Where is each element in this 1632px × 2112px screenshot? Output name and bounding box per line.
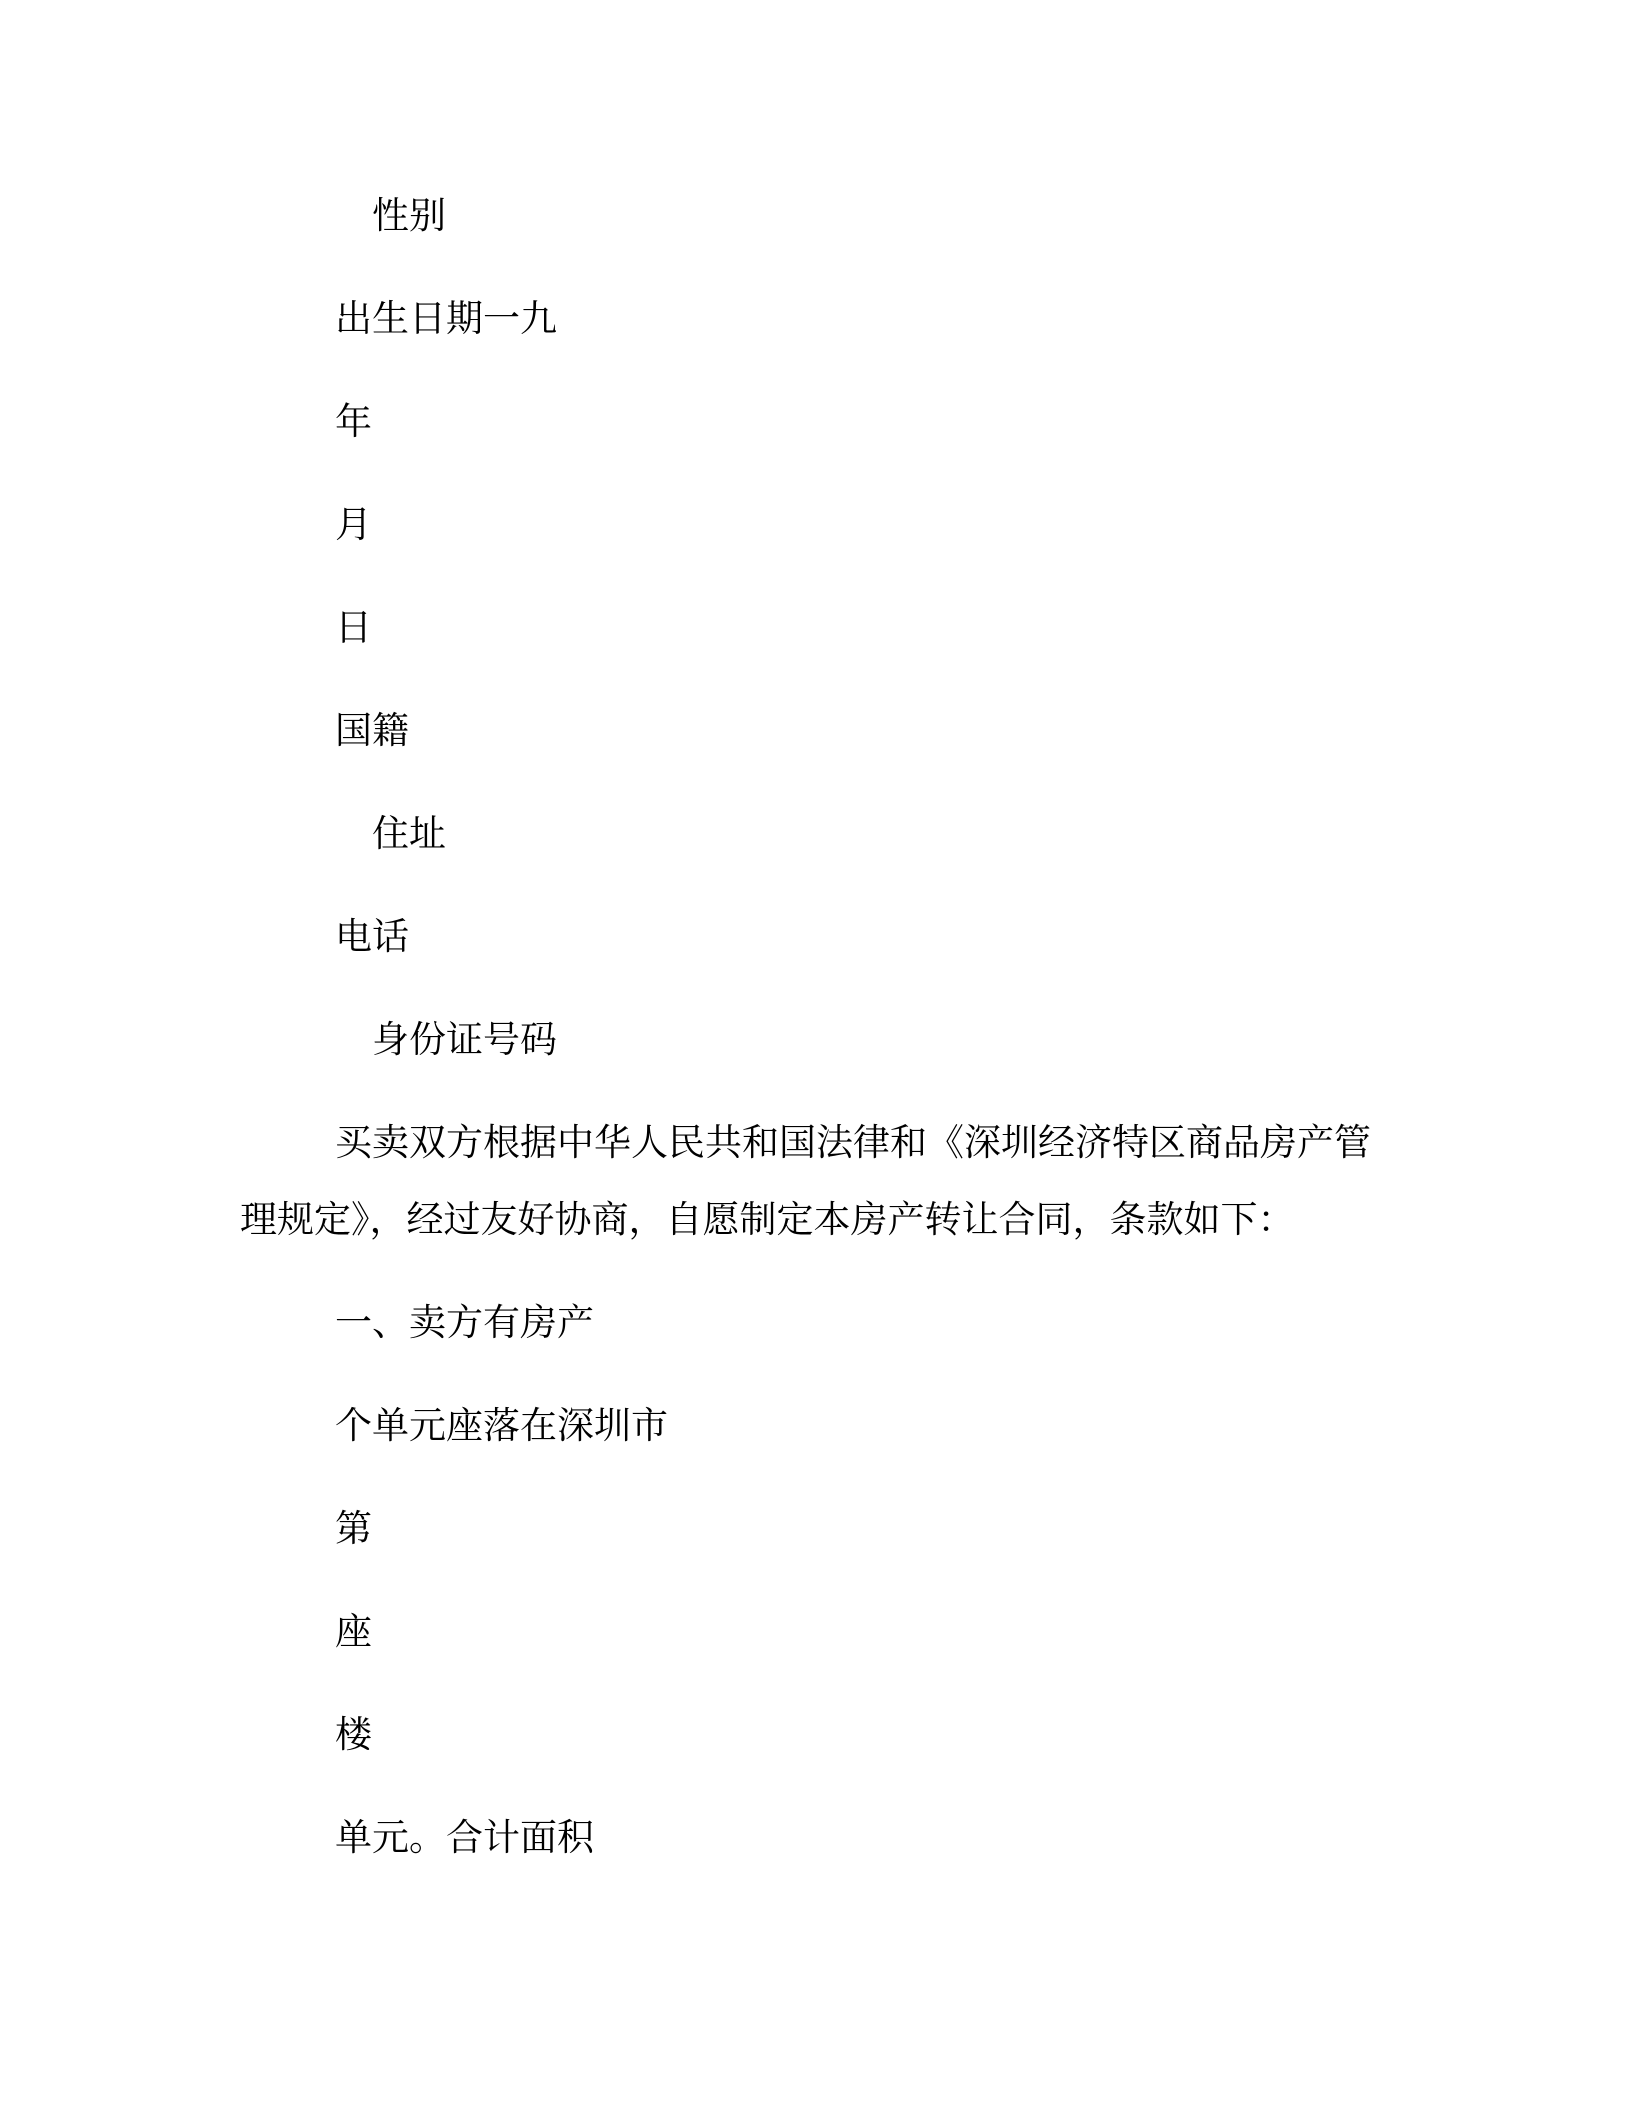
preamble-line-1: 买卖双方根据中华人民共和国法律和《深圳经济特区商品房产管 xyxy=(335,1121,1371,1164)
total-area-label: 单元。合计面积 xyxy=(335,1816,594,1859)
year-label: 年 xyxy=(335,400,372,443)
phone-label: 电话 xyxy=(335,915,409,958)
id-number-label: 身份证号码 xyxy=(372,1018,557,1061)
number-label: 第 xyxy=(335,1507,372,1550)
nationality-label: 国籍 xyxy=(335,709,409,752)
block-label: 座 xyxy=(335,1610,372,1653)
birth-date-label: 出生日期一九 xyxy=(335,297,557,340)
month-label: 月 xyxy=(335,503,372,546)
gender-label: 性别 xyxy=(372,194,446,237)
property-location-label: 个单元座落在深圳市 xyxy=(335,1404,668,1447)
preamble-line-2: 理规定》，经过友好协商，自愿制定本房产转让合同，条款如下： xyxy=(240,1198,1295,1241)
day-label: 日 xyxy=(335,606,372,649)
clause-1-title: 一、卖方有房产 xyxy=(335,1301,594,1344)
address-label: 住址 xyxy=(372,812,446,855)
floor-label: 楼 xyxy=(335,1713,372,1756)
